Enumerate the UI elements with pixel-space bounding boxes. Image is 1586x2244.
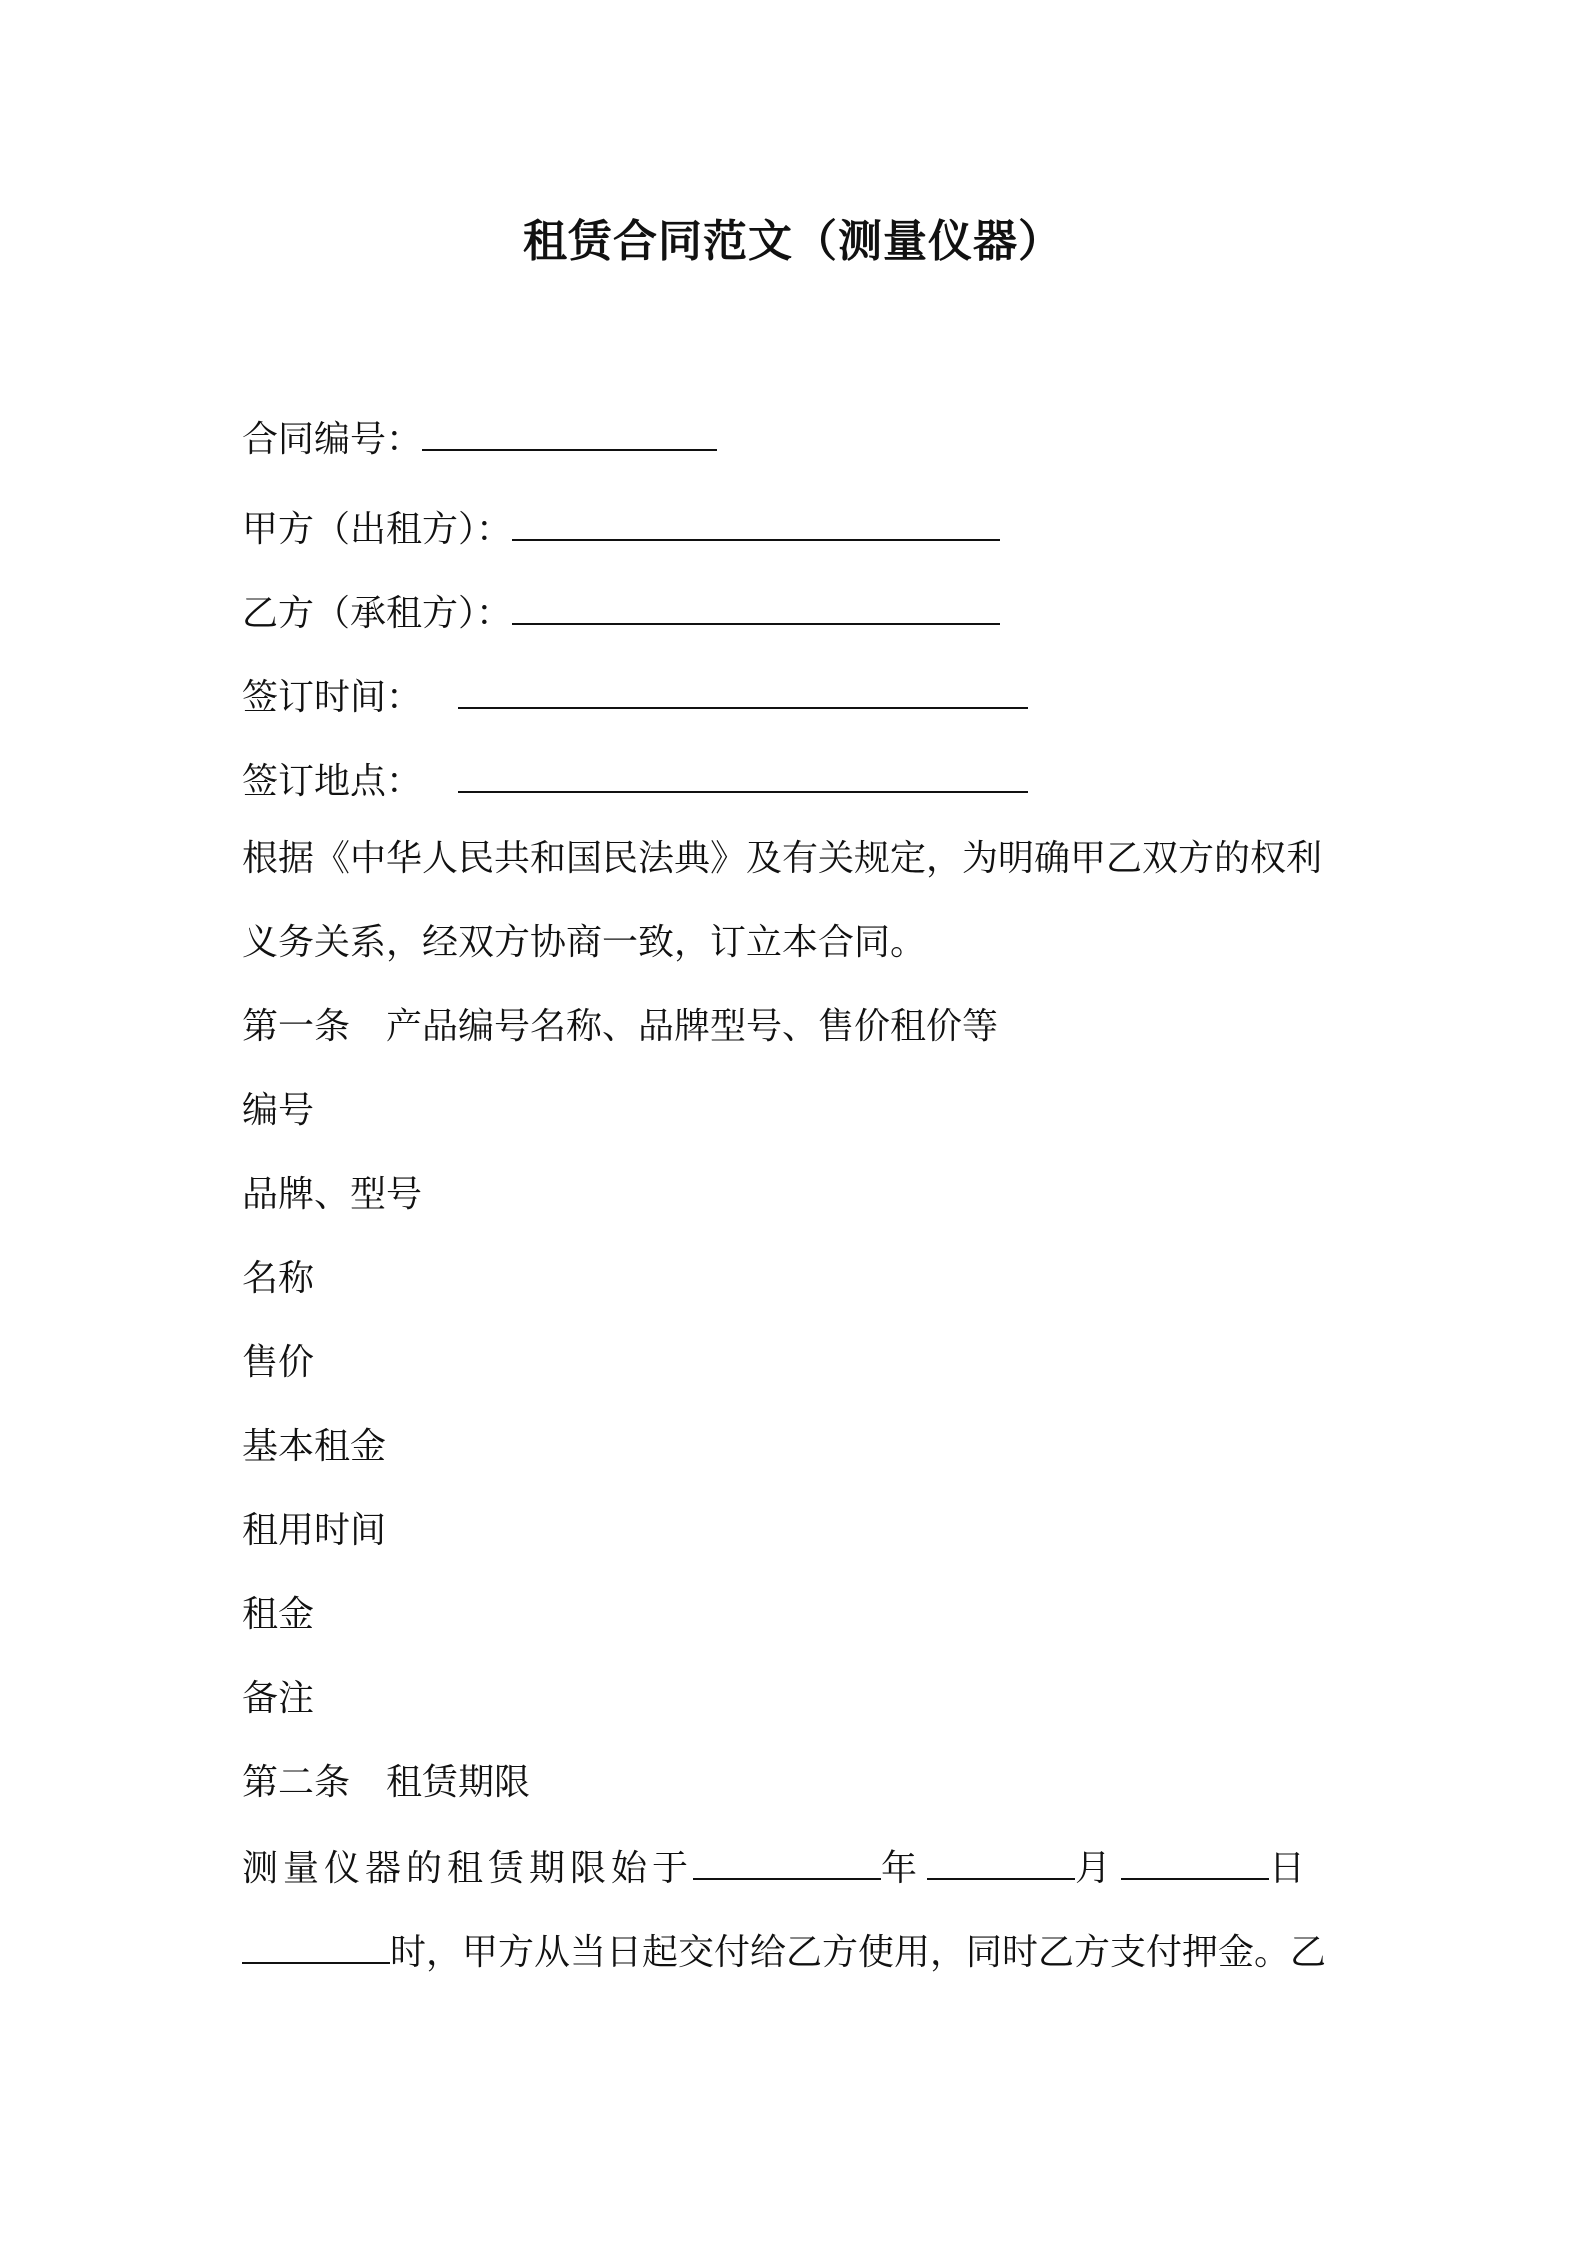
article1-item-base-rent: 基本租金 (242, 1426, 387, 1467)
day-label: 日 (1269, 1848, 1306, 1889)
signing-place-field (242, 755, 1028, 807)
contract-number-label: 合同编号： (242, 419, 423, 460)
signing-time-field (242, 671, 1028, 723)
article1-item-name: 名称 (242, 1258, 315, 1299)
article1-item-price: 售价 (242, 1342, 315, 1383)
article1-item-brand-model: 品牌、型号 (242, 1174, 423, 1215)
signing-place-label: 签订地点： (242, 761, 423, 802)
article1-item-rent-period: 租用时间 (242, 1510, 387, 1551)
article1-item-remarks: 备注 (242, 1678, 315, 1719)
party-b-blank (512, 587, 1000, 625)
article1-item-number: 编号 (242, 1090, 315, 1131)
article2-line-2 (242, 1926, 1326, 1978)
lease-start-text: 测量仪器的租赁期限始于 (242, 1848, 694, 1889)
contract-number-blank (422, 413, 717, 451)
article2-line-1 (242, 1842, 1305, 1894)
party-a-blank (512, 503, 1000, 541)
month-label: 月 (1075, 1848, 1112, 1889)
signing-time-label: 签订时间： (242, 677, 423, 718)
intro-line-1: 根据《中华人民共和国民法典》及有关规定，为明确甲乙双方的权利 (242, 838, 1323, 879)
contract-number-field (242, 413, 717, 465)
article1-heading: 第一条 产品编号名称、品牌型号、售价租价等 (242, 1006, 999, 1047)
article1-item-rent: 租金 (242, 1594, 315, 1635)
lease-delivery-text: 时，甲方从当日起交付给乙方使用，同时乙方支付押金。乙 (390, 1932, 1327, 1973)
signing-time-blank (458, 671, 1028, 709)
lease-month-blank (927, 1842, 1075, 1880)
year-label: 年 (881, 1848, 918, 1889)
signing-place-blank (458, 755, 1028, 793)
party-b-field (242, 587, 1000, 639)
party-a-label: 甲方（出租方）： (242, 509, 513, 550)
document-title: 租赁合同范文（测量仪器） (523, 216, 1063, 267)
party-a-field (242, 503, 1000, 555)
lease-year-blank (693, 1842, 881, 1880)
article2-heading: 第二条 租赁期限 (242, 1762, 531, 1803)
intro-line-2: 义务关系，经双方协商一致，订立本合同。 (242, 922, 927, 963)
lease-day-blank (1121, 1842, 1269, 1880)
lease-hour-blank (242, 1926, 390, 1964)
party-b-label: 乙方（承租方）： (242, 593, 513, 634)
